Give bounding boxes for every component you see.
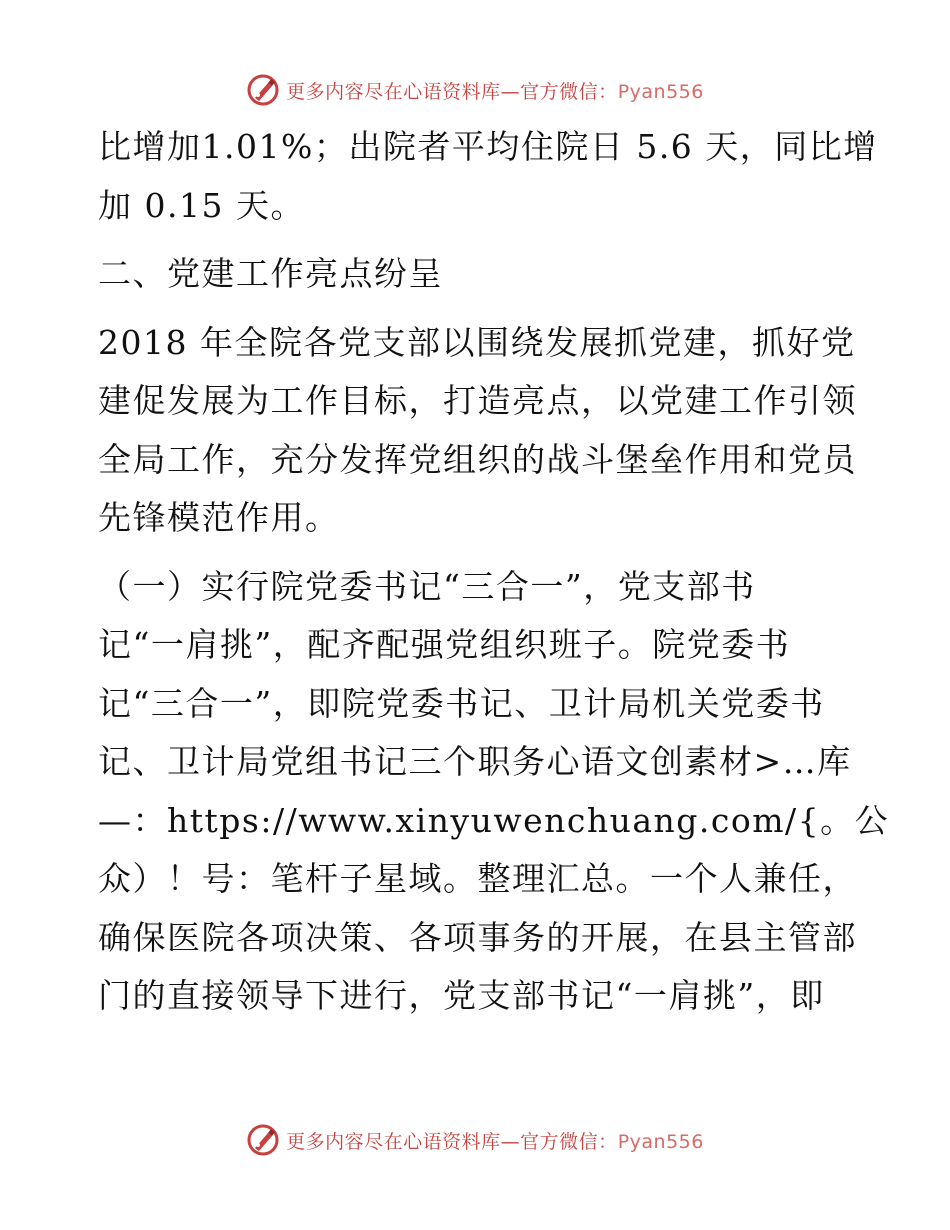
text-line: 确保医院各项决策、各项事务的开展，在县主管部 xyxy=(98,917,857,957)
text-line: 比增加1.01%；出院者平均住院日 5.6 天，同比增 xyxy=(98,127,878,166)
text-line: 记“三合一”，即院党委书记、卫计局机关党委书 xyxy=(98,683,825,723)
footer-watermark xyxy=(0,1120,950,1160)
pen-circle-logo-icon xyxy=(246,1123,280,1157)
watermark-main-text: 更多内容尽在心语资料库 xyxy=(286,80,501,103)
pen-circle-logo-icon xyxy=(246,73,280,107)
text-line: （一）实行院党委书记“三合一”，党支部书 xyxy=(98,566,756,606)
header-watermark xyxy=(0,70,950,110)
watermark-text xyxy=(286,1127,704,1154)
text-line: 门的直接领导下进行，党支部书记“一肩挑”，即 xyxy=(98,976,825,1015)
document-body xyxy=(98,118,890,1026)
text-line: 全局工作，充分发挥党组织的战斗堡垒作用和党员 xyxy=(98,439,857,479)
text-line: 先锋模范作用。 xyxy=(98,498,340,537)
watermark-id: Pyan556 xyxy=(617,80,704,103)
watermark-main-text: 更多内容尽在心语资料库 xyxy=(286,1130,501,1153)
watermark-label: 官方微信： xyxy=(520,1130,618,1153)
text-line: 记、卫计局党组书记三个职务心语文创素材>…库 xyxy=(98,742,852,781)
text-line: 建促发展为工作目标，打造亮点，以党建工作引领 xyxy=(98,381,857,420)
paragraph-2 xyxy=(98,314,858,548)
watermark-label: 官方微信： xyxy=(520,80,618,103)
text-line: —：https://www.xinyuwenchuang.com/{。公 xyxy=(98,800,890,840)
watermark-text xyxy=(286,77,704,104)
watermark-id: Pyan556 xyxy=(617,1130,704,1153)
paragraph-1 xyxy=(98,118,878,235)
paragraph-3 xyxy=(98,558,890,1026)
watermark-dash: — xyxy=(500,80,521,103)
section-heading: 二、党建工作亮点纷呈 xyxy=(98,254,443,293)
text-line: 众）！号：笔杆子星域。整理汇总。一个人兼任， xyxy=(98,859,857,898)
watermark-dash: — xyxy=(500,1130,521,1153)
text-line: 2018 年全院各党支部以围绕发展抓党建，抓好党 xyxy=(98,322,856,362)
text-line: 加 0.15 天。 xyxy=(98,185,305,225)
text-line: 记“一肩挑”，配齐配强党组织班子。院党委书 xyxy=(98,625,791,664)
